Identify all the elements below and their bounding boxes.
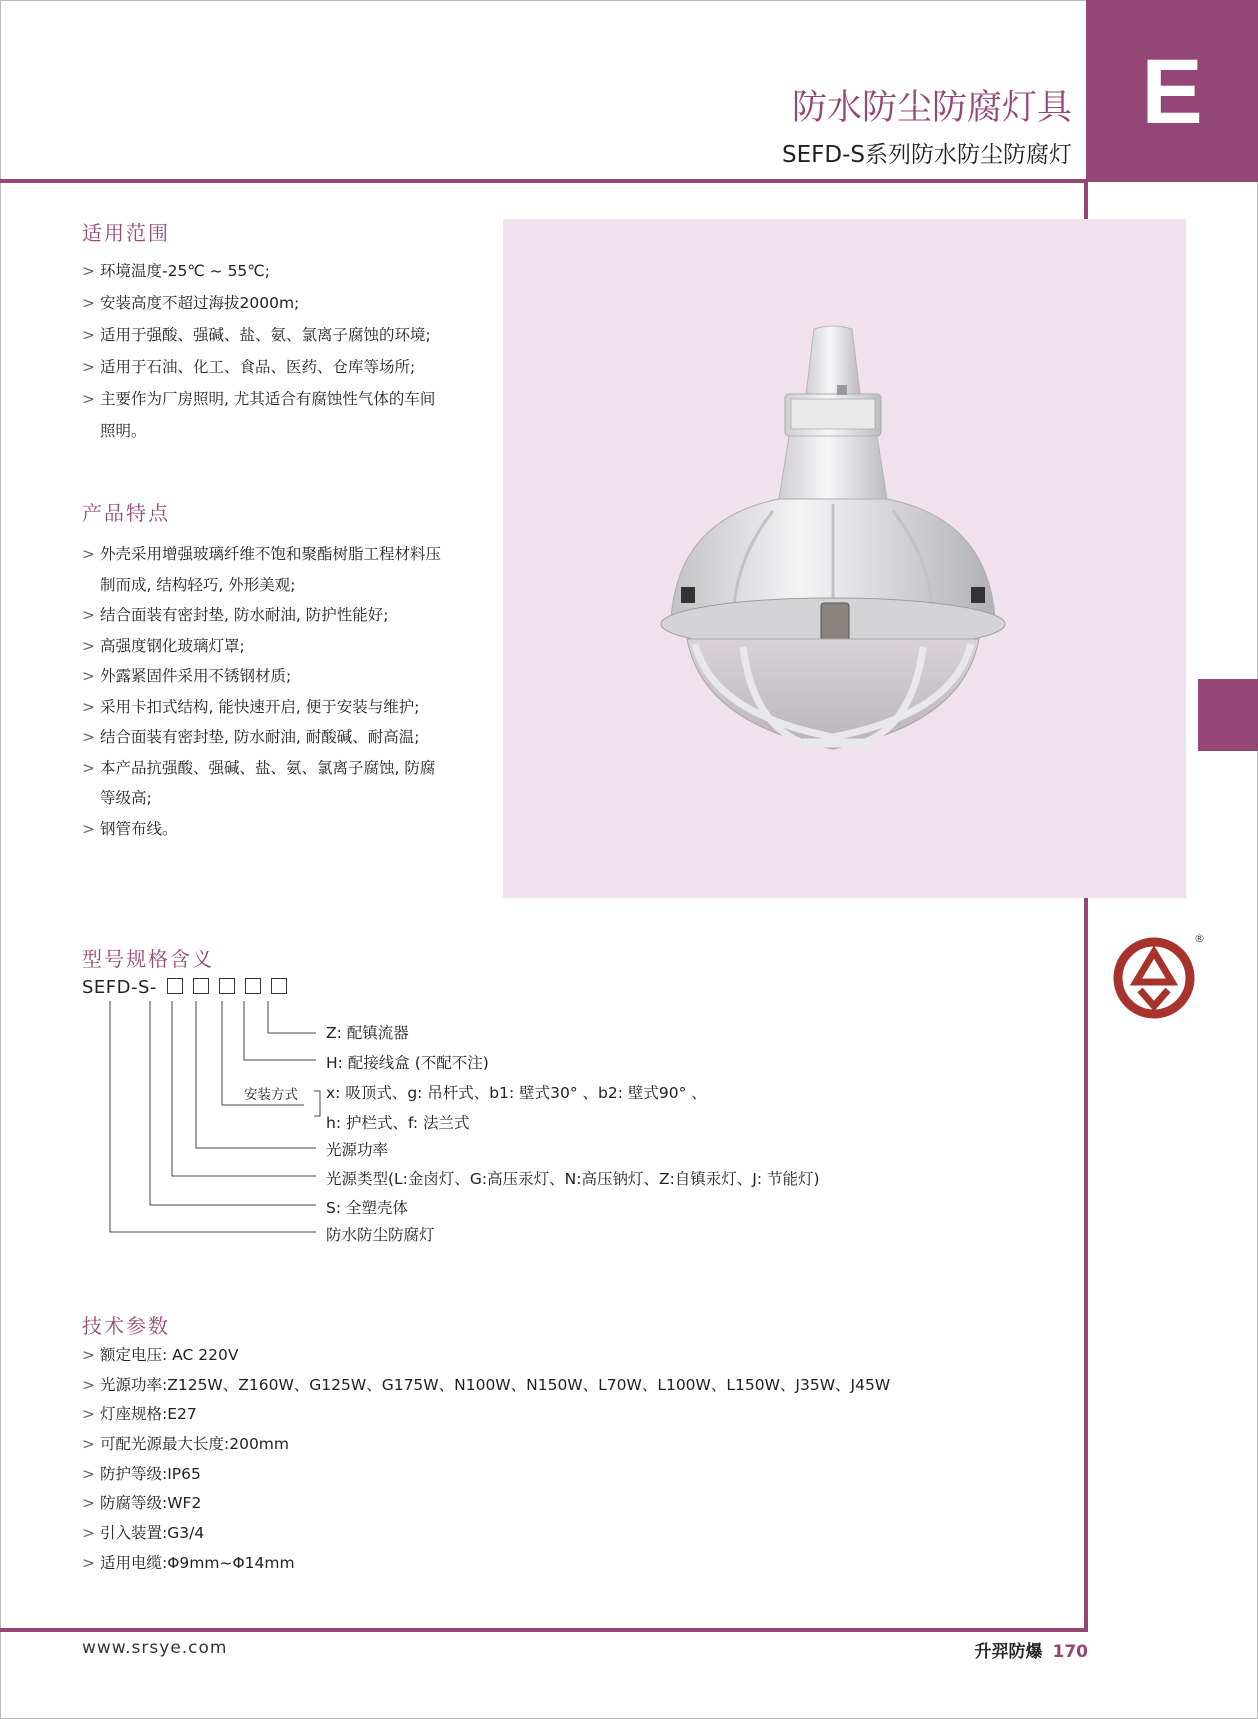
list-item-text: 结合面装有密封垫, 防水耐油, 防护性能好; (100, 606, 389, 624)
list-item-text: 防护等级:IP65 (100, 1464, 201, 1483)
list-item-text: 高强度钢化玻璃灯罩; (100, 636, 245, 655)
legend-mount-2: h: 护栏式、f: 法兰式 (326, 1114, 470, 1132)
list-item (82, 1489, 890, 1519)
tech-heading: 技术参数 (82, 1314, 170, 1338)
list-item (82, 1371, 890, 1401)
page-title: 防水防尘防腐灯具 (791, 88, 1072, 128)
list-item-text: 适用电缆:Φ9mm~Φ14mm (100, 1553, 295, 1572)
list-item (82, 1430, 890, 1460)
model-heading: 型号规格含义 (82, 947, 214, 971)
legend-shell: S: 全塑壳体 (326, 1199, 408, 1217)
legend-mount-label: 安装方式 (244, 1087, 298, 1103)
list-item-text: 适用于强酸、强碱、盐、氨、氯离子腐蚀的环境; (100, 326, 431, 344)
list-item-text: 结合面装有密封垫, 防水耐油, 耐酸碱、耐高温; (100, 728, 420, 746)
list-item (82, 1519, 890, 1549)
list-item (82, 1460, 890, 1490)
footer-brand: 升羿防爆 (974, 1642, 1043, 1662)
list-item (82, 1341, 890, 1371)
list-item-text: > 主要作为厂房照明, 尤其适合有腐蚀性气体的车间 (100, 390, 436, 408)
features-heading: 产品特点 (82, 501, 170, 525)
brand-logo (1110, 930, 1205, 1022)
footer-url[interactable]: www.srsye.com (82, 1638, 228, 1658)
list-item-text: 灯座规格:E27 (100, 1405, 197, 1424)
tech-list (82, 1341, 890, 1579)
list-item-text: 防腐等级:WF2 (100, 1494, 202, 1513)
list-item (82, 1549, 890, 1579)
list-item-text: 制而成, 结构轻巧, 外形美观; (100, 575, 296, 594)
list-item-text: 外露紧固件采用不锈钢材质; (100, 667, 292, 685)
legend-mount-1: x: 吸顶式、g: 吊杆式、b1: 壁式30° 、b2: 壁式90° 、 (326, 1084, 707, 1102)
list-item-text: > 本产品抗强酸、强碱、盐、氨、氯离子腐蚀, 防腐 (100, 758, 436, 777)
list-item-text: 额定电压: AC 220V (100, 1346, 239, 1364)
page-subtitle: SEFD-S系列防水防尘防腐灯 (782, 142, 1072, 168)
scope-heading: 适用范围 (82, 221, 170, 245)
list-item-text: 安装高度不超过海拔2000m; (100, 294, 300, 312)
list-item-text: 照明。 (100, 422, 147, 440)
list-item (82, 1400, 890, 1430)
model-code-prefix: SEFD-S- (82, 977, 157, 998)
list-item-text: 等级高; (100, 789, 152, 807)
registered-mark: ® (1194, 932, 1205, 945)
section-letter: E (1141, 41, 1203, 143)
list-item-text: 钢管布线。 (100, 819, 178, 838)
legend-type: 光源类型(L:金卤灯、G:高压汞灯、N:高压钠灯、Z:自镇汞灯、J: 节能灯) (326, 1170, 820, 1188)
legend-power: 光源功率 (326, 1141, 389, 1159)
legend-z: Z: 配镇流器 (326, 1024, 409, 1042)
list-item-text: 可配光源最大长度:200mm (100, 1435, 290, 1454)
legend-name: 防水防尘防腐灯 (326, 1226, 435, 1244)
list-item-text: > 外壳采用增强玻璃纤维不饱和聚酯树脂工程材料压 (100, 545, 442, 563)
list-item-text: 环境温度-25℃ ~ 55℃; (100, 262, 270, 280)
list-item-text: 光源功率:Z125W、Z160W、G125W、G175W、N100W、N150W、L70W、L100W、L150W、J35W、J45W (100, 1375, 891, 1394)
list-item-text: 引入装置:G3/4 (100, 1524, 205, 1543)
list-item-text: 适用于石油、化工、食品、医药、仓库等场所; (100, 358, 416, 376)
legend-h: H: 配接线盒 (不配不注) (326, 1054, 489, 1072)
page-number: 170 (1052, 1642, 1088, 1662)
list-item-text: 采用卡扣式结构, 能快速开启, 便于安装与维护; (100, 697, 420, 716)
footer-right (975, 1637, 1089, 1662)
